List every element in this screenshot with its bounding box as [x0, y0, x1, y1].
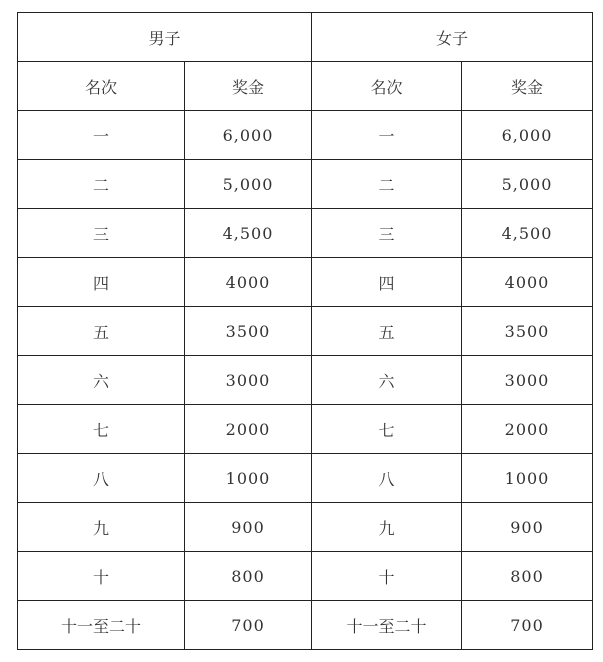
table-row: [18, 601, 593, 650]
men-rank-cell: 八: [18, 454, 185, 503]
men-rank-cell: 十一至二十: [18, 601, 185, 650]
men-prize-cell: 4000: [185, 258, 312, 307]
women-prize-cell: 2000: [462, 405, 593, 454]
women-rank-cell: 三: [312, 209, 462, 258]
women-rank-cell: 六: [312, 356, 462, 405]
women-prize-cell: 4,500: [462, 209, 593, 258]
men-rank-cell: 四: [18, 258, 185, 307]
table-row: [18, 209, 593, 258]
men-prize-cell: 4,500: [185, 209, 312, 258]
group-header-row: [18, 13, 593, 62]
table-row: [18, 454, 593, 503]
women-prize-cell: 5,000: [462, 160, 593, 209]
men-rank-cell: 二: [18, 160, 185, 209]
men-prize-cell: 2000: [185, 405, 312, 454]
table-row: [18, 160, 593, 209]
women-prize-cell: 1000: [462, 454, 593, 503]
prize-table: [17, 12, 593, 650]
women-prize-cell: 800: [462, 552, 593, 601]
men-rank-cell: 五: [18, 307, 185, 356]
men-rank-cell: 九: [18, 503, 185, 552]
men-group-header: 男子: [18, 13, 312, 62]
men-rank-cell: 三: [18, 209, 185, 258]
men-prize-cell: 5,000: [185, 160, 312, 209]
women-rank-cell: 十: [312, 552, 462, 601]
table-row: [18, 356, 593, 405]
men-prize-cell: 3000: [185, 356, 312, 405]
men-prize-cell: 700: [185, 601, 312, 650]
women-prize-cell: 6,000: [462, 111, 593, 160]
women-prize-cell: 900: [462, 503, 593, 552]
table-row: [18, 503, 593, 552]
women-rank-cell: 八: [312, 454, 462, 503]
men-rank-cell: 七: [18, 405, 185, 454]
women-rank-cell: 五: [312, 307, 462, 356]
men-rank-cell: 六: [18, 356, 185, 405]
table-row: [18, 405, 593, 454]
table-row: [18, 307, 593, 356]
men-prize-header: 奖金: [185, 62, 312, 111]
men-rank-cell: 一: [18, 111, 185, 160]
women-prize-cell: 4000: [462, 258, 593, 307]
women-group-header: 女子: [312, 13, 593, 62]
men-rank-cell: 十: [18, 552, 185, 601]
table-row: [18, 258, 593, 307]
men-prize-cell: 800: [185, 552, 312, 601]
women-prize-cell: 3000: [462, 356, 593, 405]
women-rank-cell: 九: [312, 503, 462, 552]
women-rank-cell: 二: [312, 160, 462, 209]
women-prize-cell: 3500: [462, 307, 593, 356]
men-prize-cell: 3500: [185, 307, 312, 356]
men-rank-header: 名次: [18, 62, 185, 111]
women-rank-header: 名次: [312, 62, 462, 111]
women-prize-cell: 700: [462, 601, 593, 650]
men-prize-cell: 6,000: [185, 111, 312, 160]
women-rank-cell: 一: [312, 111, 462, 160]
men-prize-cell: 900: [185, 503, 312, 552]
table-row: [18, 552, 593, 601]
women-rank-cell: 十一至二十: [312, 601, 462, 650]
men-prize-cell: 1000: [185, 454, 312, 503]
women-prize-header: 奖金: [462, 62, 593, 111]
women-rank-cell: 四: [312, 258, 462, 307]
column-header-row: [18, 62, 593, 111]
women-rank-cell: 七: [312, 405, 462, 454]
table-row: [18, 111, 593, 160]
